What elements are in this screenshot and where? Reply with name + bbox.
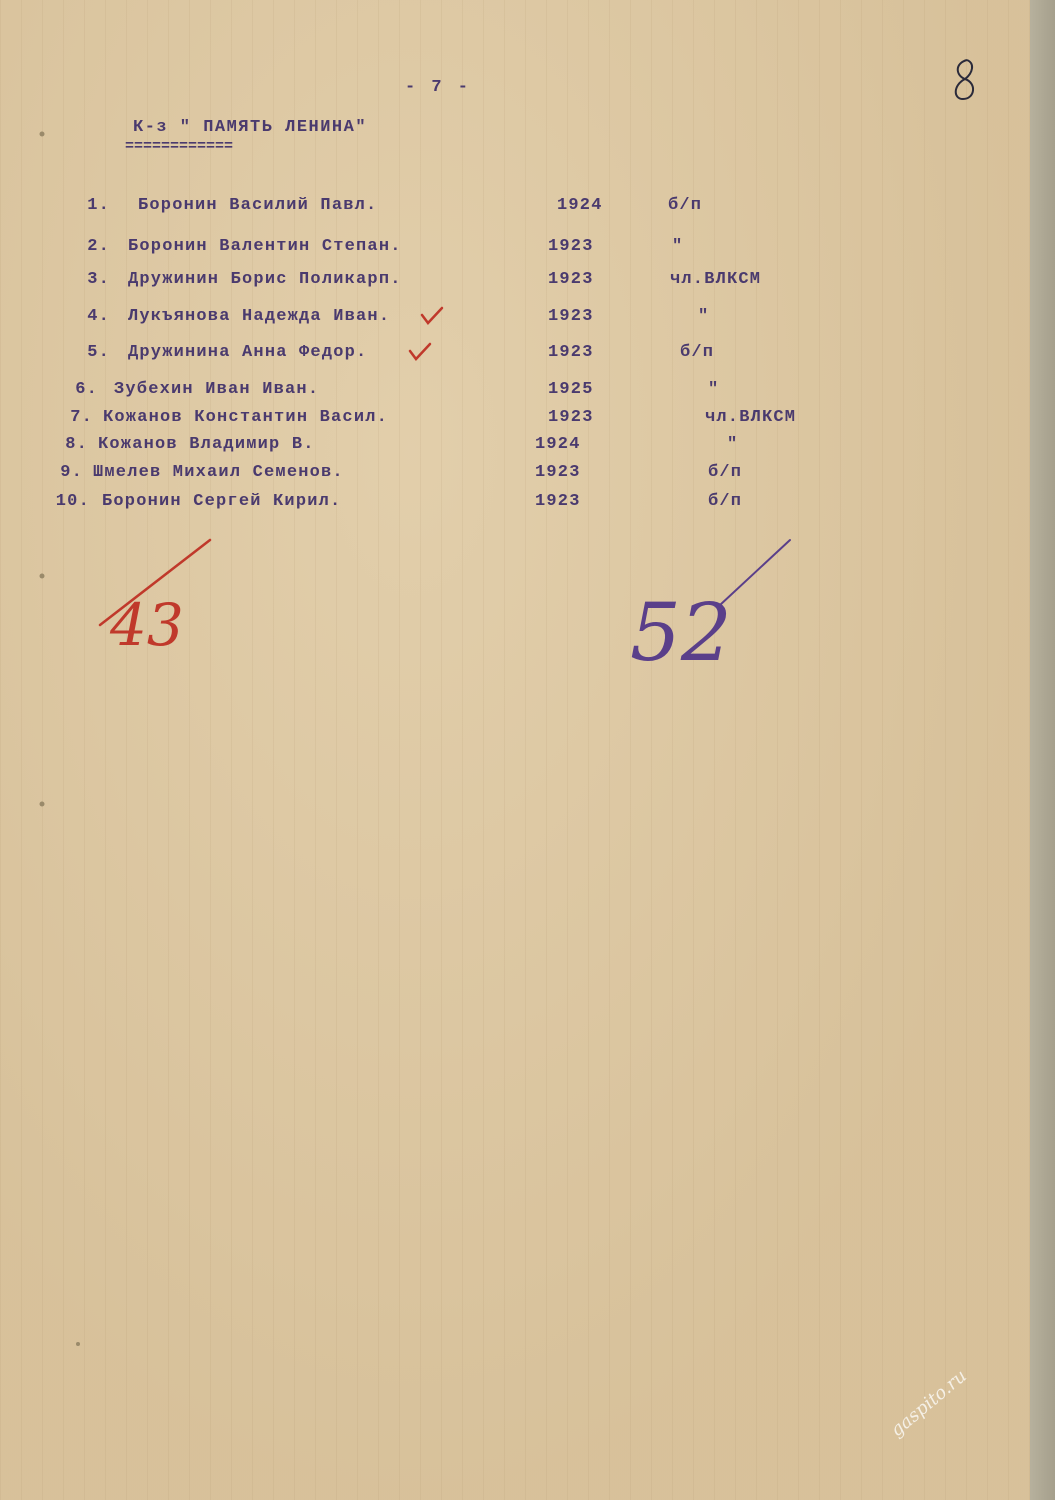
birth-year: 1923: [548, 270, 594, 289]
party-status: чл.ВЛКСМ: [670, 270, 762, 289]
row-number: 10.: [55, 492, 90, 511]
purple-number-text: 52: [630, 586, 732, 675]
birth-year: 1924: [557, 196, 603, 215]
edge-blemish-icon: [38, 572, 46, 580]
person-name: Дружинин Борис Поликарп.: [128, 270, 402, 289]
title-underline: ============: [125, 138, 234, 155]
party-status: б/п: [708, 463, 743, 482]
row-number: 4.: [87, 307, 110, 326]
birth-year: 1923: [548, 237, 594, 256]
party-status: ": [698, 307, 710, 326]
person-name: Кожанов Константин Васил.: [103, 408, 389, 427]
row-number: 9.: [60, 463, 83, 482]
person-name: Кожанов Владимир В.: [98, 435, 315, 454]
scan-margin: [1030, 0, 1055, 1500]
birth-year: 1923: [535, 492, 581, 511]
birth-year: 1923: [548, 343, 594, 362]
edge-blemish-icon: [74, 1340, 82, 1348]
edge-blemish-icon: [38, 130, 46, 138]
row-number: 7.: [70, 408, 93, 427]
birth-year: 1923: [548, 307, 594, 326]
watermark: gaspito.ru: [886, 1365, 971, 1441]
party-status: ": [727, 435, 739, 454]
corner-handwritten-number: [945, 55, 985, 105]
row-number: 5.: [87, 343, 110, 362]
party-status: б/п: [668, 196, 703, 215]
red-handwritten-number: [90, 530, 220, 660]
red-check-mark-icon: [408, 342, 432, 362]
edge-blemish-icon: [38, 800, 46, 808]
row-number: 1.: [87, 196, 110, 215]
row-number: 3.: [87, 270, 110, 289]
red-number-text: 43: [110, 591, 184, 659]
party-status: б/п: [680, 343, 715, 362]
person-name: Зубехин Иван Иван.: [114, 380, 320, 399]
person-name: Боронин Валентин Степан.: [128, 237, 402, 256]
person-name: Лукъянова Надежда Иван.: [128, 307, 391, 326]
row-number: 8.: [65, 435, 88, 454]
party-status: чл.ВЛКСМ: [705, 408, 797, 427]
purple-handwritten-number: [620, 535, 800, 675]
person-name: Боронин Сергей Кирил.: [102, 492, 342, 511]
page-number: - 7 -: [405, 78, 472, 97]
page-title: К-з " ПАМЯТЬ ЛЕНИНА": [133, 118, 368, 137]
party-status: ": [708, 380, 720, 399]
person-name: Шмелев Михаил Семенов.: [93, 463, 344, 482]
party-status: ": [672, 237, 684, 256]
birth-year: 1923: [535, 463, 581, 482]
row-number: 6.: [75, 380, 98, 399]
red-check-mark-icon: [420, 306, 444, 326]
birth-year: 1925: [548, 380, 594, 399]
person-name: Дружинина Анна Федор.: [128, 343, 368, 362]
person-name: Боронин Василий Павл.: [138, 196, 378, 215]
birth-year: 1924: [535, 435, 581, 454]
party-status: б/п: [708, 492, 743, 511]
birth-year: 1923: [548, 408, 594, 427]
row-number: 2.: [87, 237, 110, 256]
